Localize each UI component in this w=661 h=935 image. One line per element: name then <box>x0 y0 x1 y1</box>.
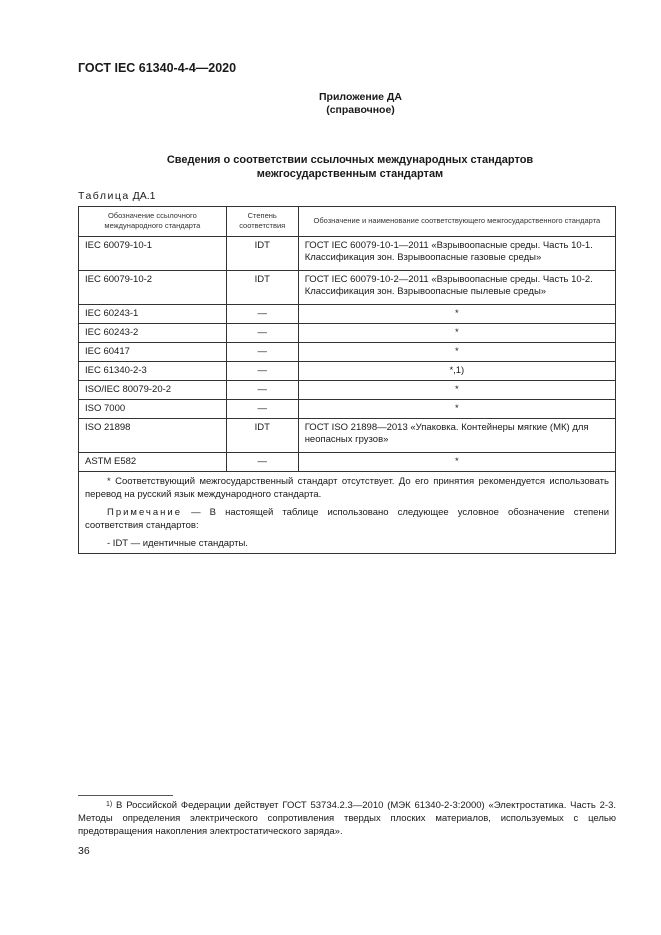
annex-title: Приложение ДА <box>319 91 402 103</box>
cell-degree: — <box>226 343 298 362</box>
section-title-line1: Сведения о соответствии ссылочных международных стандартов <box>166 154 534 166</box>
annex-subtitle: (справочное) <box>326 104 395 116</box>
note <box>85 506 609 532</box>
cell-name: ГОСТ IEC 60079-10-2—2011 «Взрывоопасные среды. Часть 10-2. Классификация зон. Взрывоопасные пылевые среды» <box>298 271 615 305</box>
table-header-row <box>79 207 616 237</box>
table-row <box>79 381 616 400</box>
cell-name: * <box>298 343 615 362</box>
cell-degree: — <box>226 324 298 343</box>
cell-degree: — <box>226 362 298 381</box>
cell-ref: IEC 60079-10-1 <box>79 237 227 271</box>
table-row <box>79 305 616 324</box>
cell-name: *,1) <box>298 362 615 381</box>
cell-ref: ISO 21898 <box>79 419 227 453</box>
footnote <box>78 799 616 838</box>
table-notes-row <box>79 472 616 554</box>
table-label-number: ДА.1 <box>132 190 156 202</box>
table-row <box>79 271 616 305</box>
cell-name: * <box>298 453 615 472</box>
footnote-mark: 1) <box>106 801 113 808</box>
cell-degree: — <box>226 305 298 324</box>
table-notes <box>79 472 616 554</box>
cell-name: ГОСТ ISO 21898—2013 «Упаковка. Контейнеры мягкие (МК) для неопасных грузов» <box>298 419 615 453</box>
cell-degree: IDT <box>226 237 298 271</box>
header-ref-standard: Обозначение ссылочного международного стандарта <box>79 207 227 237</box>
table-label-prefix: Таблица <box>78 190 130 202</box>
cell-ref: ISO 7000 <box>79 400 227 419</box>
cell-name: * <box>298 305 615 324</box>
header-degree: Степень соответствия <box>226 207 298 237</box>
cell-degree: — <box>226 400 298 419</box>
cell-ref: IEC 60243-2 <box>79 324 227 343</box>
legend: - IDT — идентичные стандарты. <box>107 538 248 549</box>
document-code: ГОСТ IEC 61340-4-4—2020 <box>78 61 237 75</box>
cell-ref: IEC 60079-10-2 <box>79 271 227 305</box>
cell-ref: IEC 61340-2-3 <box>79 362 227 381</box>
table-row <box>79 324 616 343</box>
cell-name: * <box>298 324 615 343</box>
header-national-standard: Обозначение и наименование соответствующего межгосударственного стандарта <box>298 207 615 237</box>
star-note: * Соответствующий межгосударственный стандарт отсутствует. До его принятия рекомендуется использовать перевод на русский язык международного стандарта. <box>85 476 609 500</box>
cell-ref: IEC 60417 <box>79 343 227 362</box>
cell-degree: — <box>226 453 298 472</box>
cell-degree: IDT <box>226 271 298 305</box>
table-row <box>79 362 616 381</box>
page-number: 36 <box>78 845 90 857</box>
cell-ref: ASTM E582 <box>79 453 227 472</box>
table-row <box>79 419 616 453</box>
footnote-rule <box>78 795 173 796</box>
cell-ref: IEC 60243-1 <box>79 305 227 324</box>
table-row <box>79 453 616 472</box>
table-label <box>78 190 155 202</box>
cell-name: * <box>298 400 615 419</box>
cell-name: ГОСТ IEC 60079-10-1—2011 «Взрывоопасные среды. Часть 10-1. Классификация зон. Взрывоопасные газовые среды» <box>298 237 615 271</box>
table-row <box>79 343 616 362</box>
cell-degree: — <box>226 381 298 400</box>
standards-table <box>78 206 616 554</box>
section-title-line2: межгосударственным стандартам <box>256 168 444 180</box>
cell-ref: ISO/IEC 80079-20-2 <box>79 381 227 400</box>
table-row <box>79 400 616 419</box>
note-label: Примечание <box>107 507 182 518</box>
cell-degree: IDT <box>226 419 298 453</box>
footnote-text: В Российской Федерации действует ГОСТ 53734.2.3—2010 (МЭК 61340-2-3:2000) «Электростатика. Часть 2-3. Методы определения электрического сопротивления твердых плоских материалов, используемых с целью предотвращения накопления электростатического заряда». <box>78 800 616 837</box>
cell-name: * <box>298 381 615 400</box>
table-row <box>79 237 616 271</box>
note-text: — В настоящей таблице использовано следующее условное обозначение степени соответствия стандартов: <box>85 507 609 531</box>
